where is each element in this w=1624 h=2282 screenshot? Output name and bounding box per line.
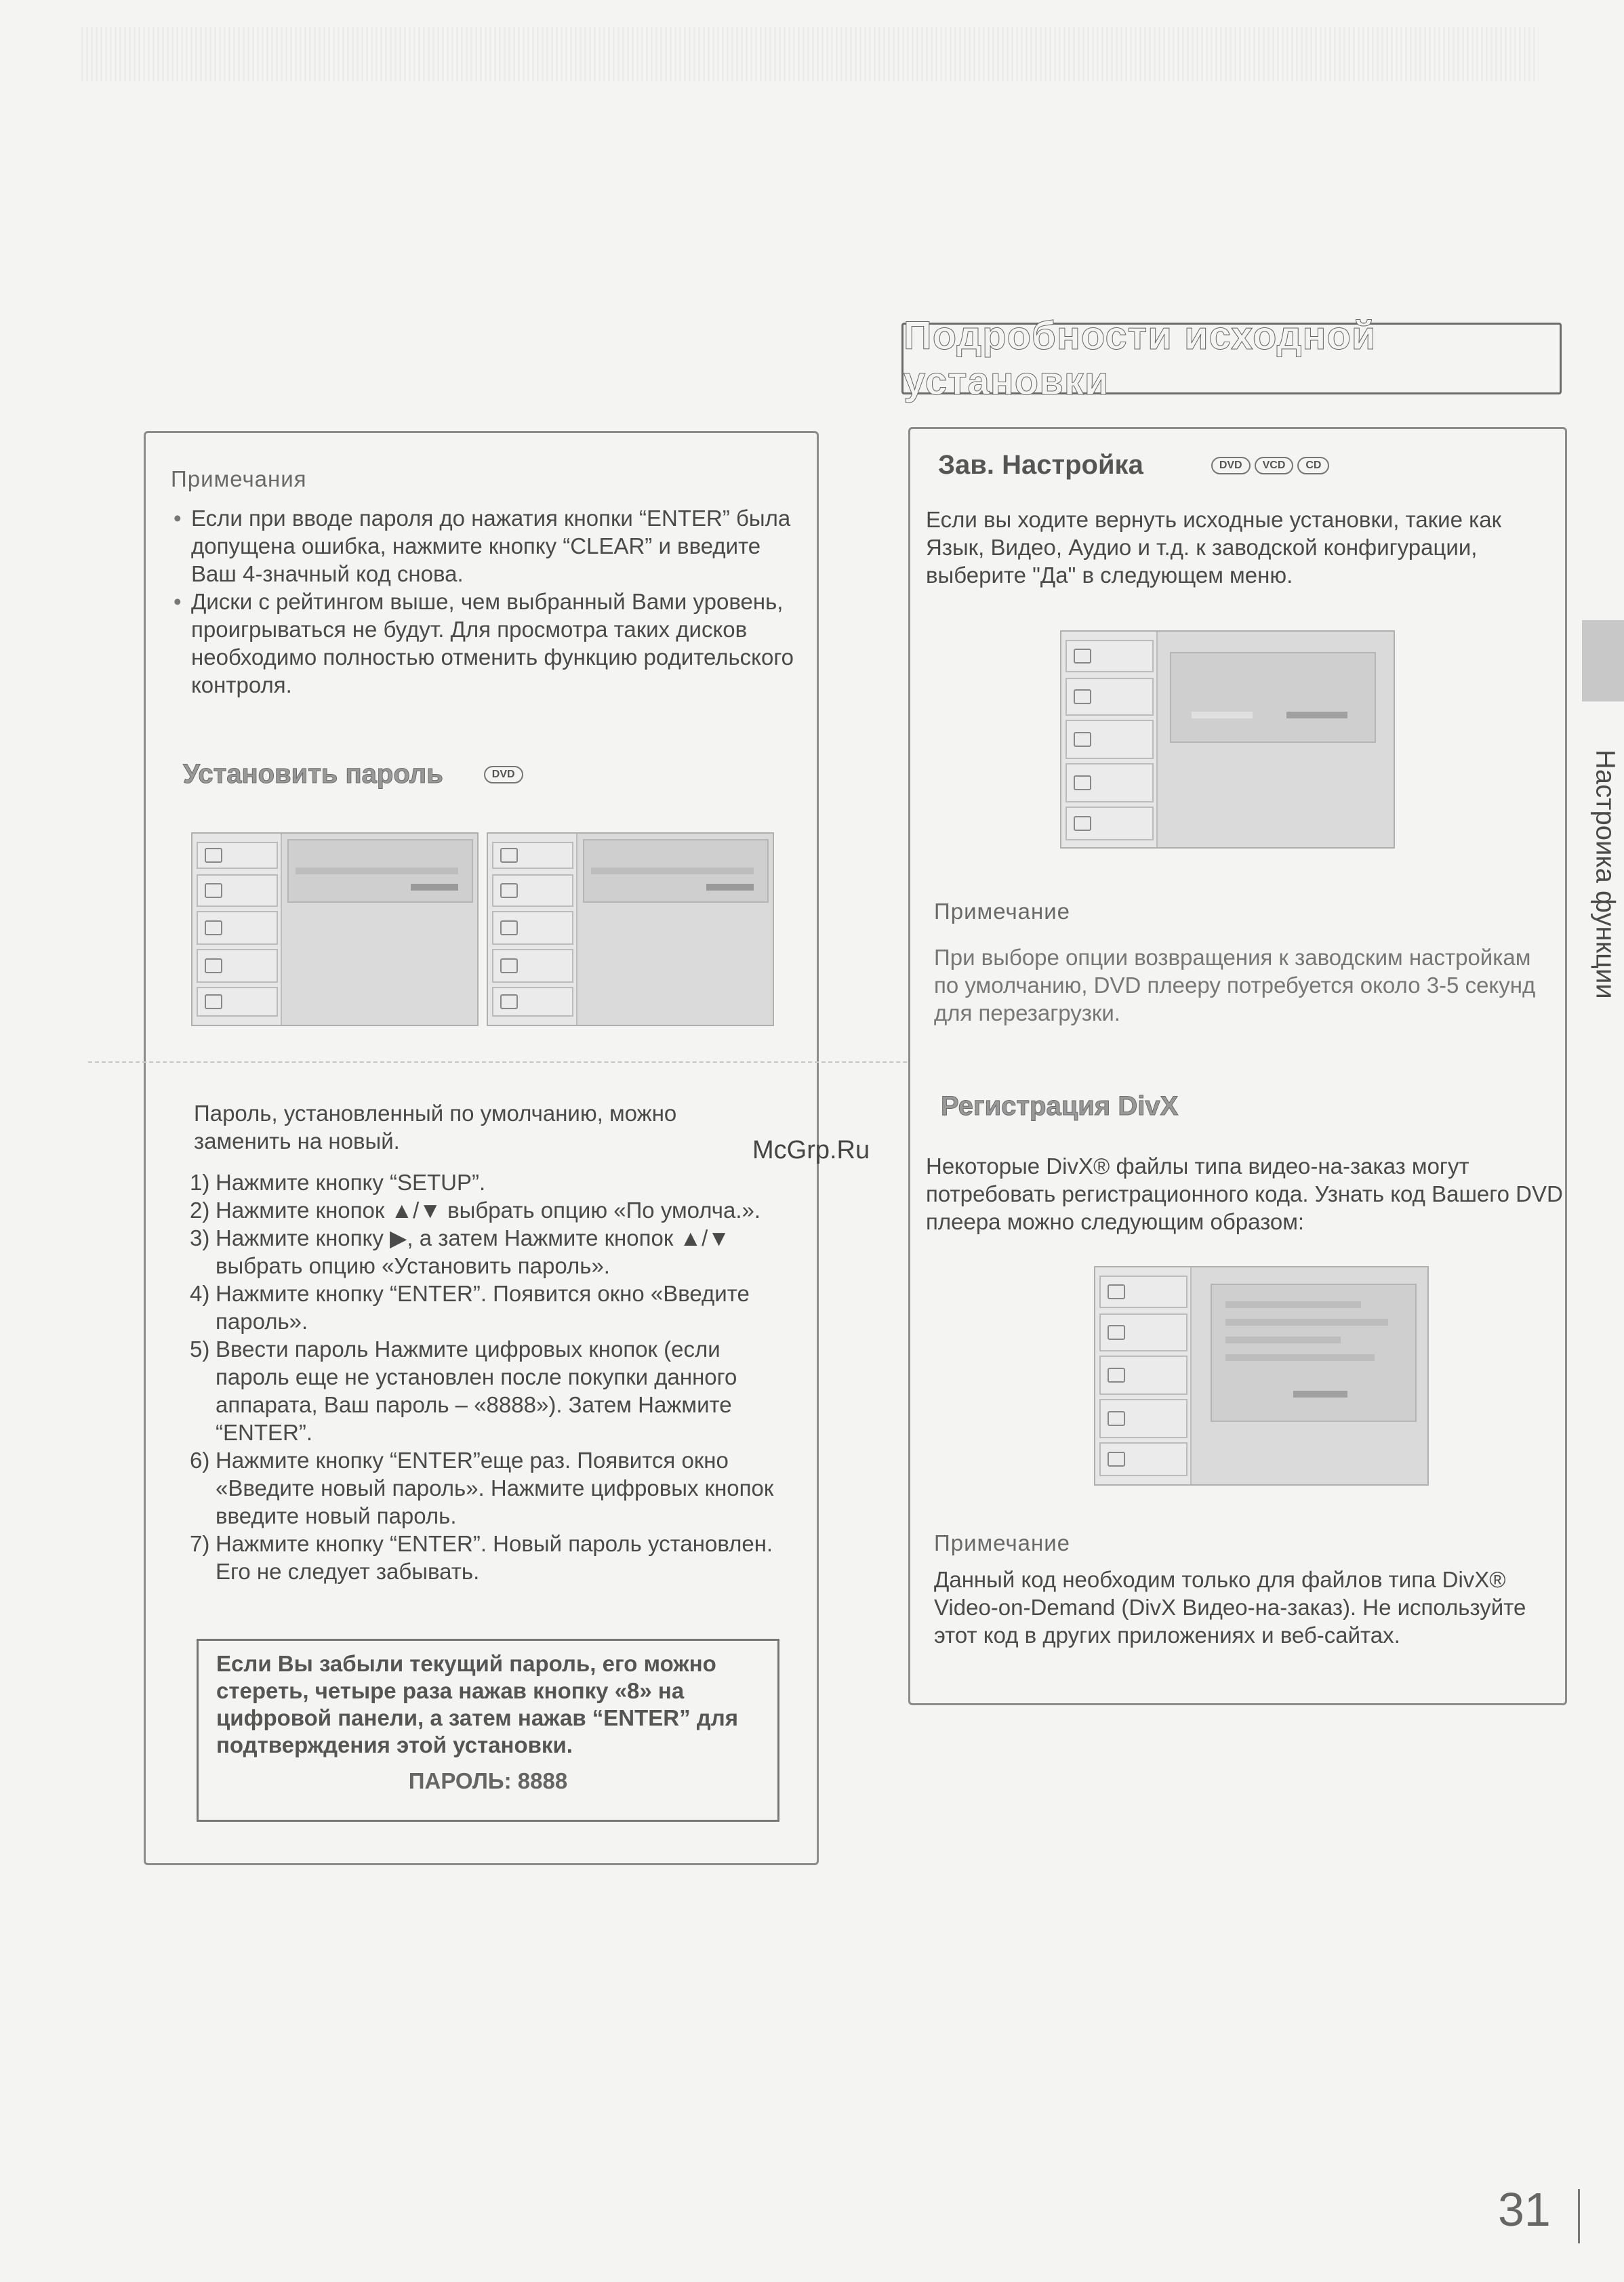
screen-icon-cell <box>1065 678 1154 716</box>
scan-noise <box>81 27 1539 81</box>
chapter-label: Настроика функции <box>1590 750 1621 999</box>
chapter-side-label <box>1585 712 1624 1037</box>
dvd-badge: DVD <box>484 766 523 783</box>
menu-screenshot-2 <box>487 832 774 1026</box>
screen-icon-cell <box>197 874 278 907</box>
step-item <box>190 1530 800 1585</box>
misc-icon <box>1108 1452 1125 1467</box>
disc-icon-cell <box>1065 640 1154 672</box>
disc-icon <box>205 848 222 863</box>
screenshot-dialog <box>287 839 473 903</box>
page-title-box <box>901 314 1562 403</box>
callout-text: Если Вы забыли текущий пароль, его можно стереть, четыре раза нажав кнопку «8» на цифровой панели, а затем нажав “ENTER” для подтверждения этой установки. <box>216 1651 738 1757</box>
lock-icon-cell <box>1099 1399 1187 1438</box>
misc-icon <box>1074 816 1091 831</box>
step-text: Нажмите кнопку “ENTER”. Новый пароль установлен. Его не следует забывать. <box>216 1531 773 1584</box>
step-number: 7) <box>190 1531 210 1556</box>
factory-menu-screenshot <box>1060 630 1395 849</box>
misc-icon-cell <box>492 987 573 1017</box>
dialog-input <box>706 884 754 891</box>
step-text: Нажмите кнопку ▶, а затем Нажмите кнопок ▲/▼ выбрать опцию «Установить пароль». <box>216 1225 730 1278</box>
lock-icon-cell <box>492 949 573 983</box>
audio-icon <box>1074 732 1091 747</box>
lock-icon <box>1108 1411 1125 1426</box>
screen-icon <box>205 883 222 898</box>
step-item <box>190 1280 800 1335</box>
format-badges <box>1211 457 1334 474</box>
step-item <box>190 1196 800 1224</box>
notes-list <box>171 504 794 699</box>
divx-text: Некоторые DivX® файлы типа видео-на-заказ могут потребовать регистрационного кода. Узнать код Вашего DVD плеера можно следующим образом: <box>926 1154 1563 1234</box>
disc-icon <box>500 848 518 863</box>
factory-section-header <box>938 450 1333 481</box>
notes-heading: Примечания <box>171 466 307 491</box>
step-item <box>190 1224 800 1280</box>
dialog-bar <box>591 868 754 874</box>
screenshot-sidebar <box>192 834 282 1025</box>
screenshot-dialog <box>1170 652 1376 743</box>
misc-icon-cell <box>1099 1442 1187 1476</box>
dialog-line <box>1225 1337 1341 1343</box>
dialog-input <box>411 884 458 891</box>
misc-icon-cell <box>197 987 278 1017</box>
step-text: Нажмите кнопок ▲/▼ выбрать опцию «По умолча.». <box>216 1198 761 1223</box>
note-item: • Диски с рейтингом выше, чем выбранный Вами уровень, проигрываться не будут. Для просмотра таких дисков необходимо полностью отменить функцию родительского контроля. <box>171 588 794 699</box>
step-text: Нажмите кнопку “SETUP”. <box>216 1170 486 1195</box>
screenshot-dialog <box>583 839 769 903</box>
audio-icon <box>1108 1368 1125 1383</box>
step-number: 5) <box>190 1337 210 1362</box>
step-text: Ввести пароль Нажмите цифровых кнопок (если пароль еще не установлен после покупки данного аппарата, Ваш пароль – «8888»). Затем Нажмите “ENTER”. <box>216 1337 737 1445</box>
callout-password: ПАРОЛЬ: 8888 <box>408 1768 568 1793</box>
factory-text: Если вы ходите вернуть исходные установки, такие как Язык, Видео, Аудио и т.д. к заводской конфигурации, выберите "Да" в следующем меню. <box>926 507 1502 588</box>
screen-icon-cell <box>1099 1313 1187 1351</box>
misc-icon <box>205 994 222 1009</box>
screenshot-sidebar <box>1095 1267 1192 1484</box>
screenshot-sidebar <box>488 834 577 1025</box>
step-item <box>190 1335 800 1446</box>
disc-icon <box>1108 1284 1125 1299</box>
screenshot-dialog <box>1211 1284 1417 1422</box>
dialog-line <box>1225 1319 1388 1326</box>
step-number: 6) <box>190 1448 210 1473</box>
misc-icon-cell <box>1065 807 1154 840</box>
steps-list <box>190 1168 800 1585</box>
page-number: 31 <box>1498 2183 1551 2236</box>
dialog-line <box>1225 1301 1361 1308</box>
step-number: 2) <box>190 1198 210 1223</box>
audio-icon-cell <box>1065 720 1154 759</box>
disc-icon-cell <box>1099 1276 1187 1308</box>
note-item: • Если при вводе пароля до нажатия кнопки “ENTER” была допущена ошибка, нажмите кнопку “CLEAR” и введите Ваш 4-значный код снова. <box>171 504 794 588</box>
lock-icon <box>500 958 518 973</box>
step-number: 4) <box>190 1281 210 1306</box>
step-number: 1) <box>190 1170 210 1195</box>
misc-icon <box>500 994 518 1009</box>
dialog-yes <box>1192 712 1253 718</box>
lock-icon <box>205 958 222 973</box>
divx-note: Данный код необходим только для файлов типа DivX® Video-on-Demand (DivX Видео-на-заказ). Не используйте этот код в других приложениях и веб-сайтах. <box>934 1567 1526 1648</box>
audio-icon-cell <box>197 911 278 945</box>
disc-icon-cell <box>492 842 573 869</box>
audio-icon <box>500 920 518 935</box>
divx-section-title: Регистрация DivX <box>941 1091 1179 1121</box>
cd-badge: CD <box>1297 457 1329 474</box>
dvd-badge: DVD <box>1211 457 1251 474</box>
page-title: Подробности исходной установки <box>904 314 1377 403</box>
audio-icon-cell <box>1099 1356 1187 1395</box>
audio-icon-cell <box>492 911 573 945</box>
disc-icon <box>1074 649 1091 664</box>
chapter-tab-marker <box>1582 620 1624 701</box>
password-intro: Пароль, установленный по умолчанию, можно заменить на новый. <box>194 1101 677 1154</box>
lock-icon-cell <box>197 949 278 983</box>
step-text: Нажмите кнопку “ENTER”еще раз. Появится окно «Введите новый пароль». Нажмите цифровых кнопок введите новый пароль. <box>216 1448 774 1528</box>
step-number: 3) <box>190 1225 210 1250</box>
screen-icon-cell <box>492 874 573 907</box>
password-section-title: Установить пароль <box>183 759 443 789</box>
dialog-no <box>1286 712 1347 718</box>
dialog-bar <box>296 868 458 874</box>
divx-menu-screenshot <box>1094 1266 1429 1486</box>
screen-icon <box>1108 1325 1125 1340</box>
divx-note-heading: Примечание <box>934 1530 1071 1555</box>
menu-screenshot-1 <box>191 832 479 1026</box>
screen-icon <box>500 883 518 898</box>
factory-note-heading: Примечание <box>934 899 1071 924</box>
vcd-badge: VCD <box>1255 457 1294 474</box>
disc-icon-cell <box>197 842 278 869</box>
dialog-ok <box>1293 1391 1347 1398</box>
audio-icon <box>205 920 222 935</box>
step-item <box>190 1446 800 1530</box>
page-number-bar <box>1578 2189 1580 2243</box>
password-section-header <box>183 759 527 790</box>
screenshot-sidebar <box>1061 632 1158 847</box>
factory-section-title: Зав. Настройка <box>938 450 1143 480</box>
step-item <box>190 1168 800 1196</box>
dialog-line <box>1225 1354 1375 1361</box>
factory-note: При выборе опции возвращения к заводским настройкам по умолчанию, DVD плееру потребуется около 3-5 секунд для перезагрузки. <box>934 945 1536 1025</box>
screen-icon <box>1074 689 1091 704</box>
right-panel <box>908 427 1567 1705</box>
lock-icon <box>1074 775 1091 790</box>
lock-icon-cell <box>1065 763 1154 802</box>
forgot-password-callout <box>197 1639 779 1822</box>
watermark: McGrp.Ru <box>752 1136 870 1164</box>
step-text: Нажмите кнопку “ENTER”. Появится окно «Введите пароль». <box>216 1281 750 1334</box>
